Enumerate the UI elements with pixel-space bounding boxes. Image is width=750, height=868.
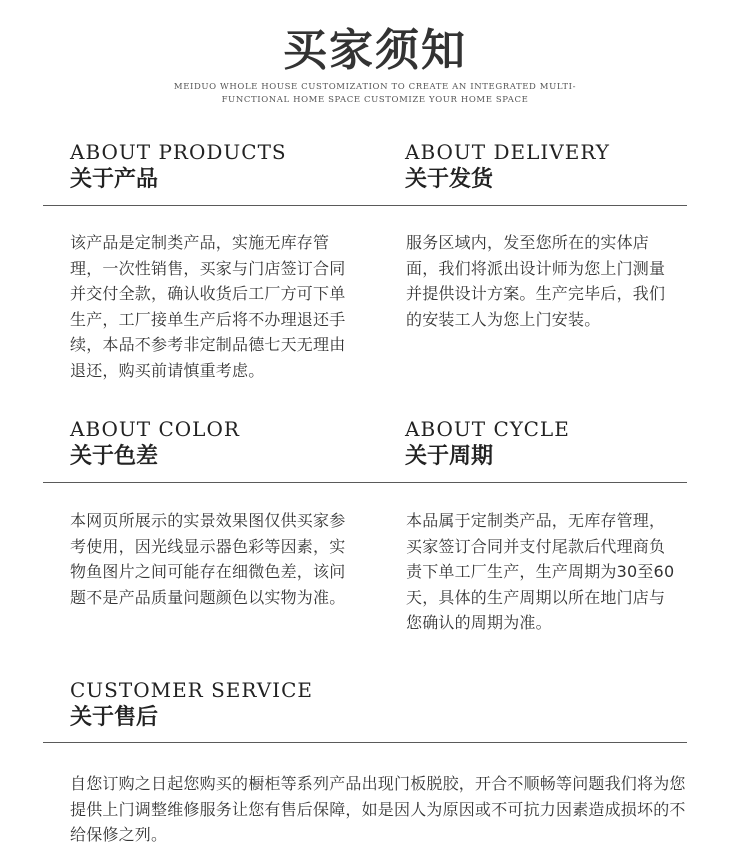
service-heading xyxy=(70,677,313,733)
page-title: 买家须知 xyxy=(283,25,467,76)
color-body: 本网页所展示的实景效果图仅供买家参考使用，因光线显示器色彩等因素，实物鱼图片之间可能存在细微色差，该问题不是产品质量问题颜色以实物为准。 xyxy=(70,511,346,607)
products-body: 该产品是定制类产品，实施无库存管理，一次性销售，买家与门店签订合同并交付全款，确认收货后工厂方可下单生产，工厂接单生产后将不办理退还手续，本品不参考非定制品德七天无理由退还，购买前请慎重考虑。 xyxy=(70,233,346,380)
divider-products-delivery xyxy=(43,205,687,206)
cycle-heading xyxy=(405,416,570,472)
service-heading-cn: 关于售后 xyxy=(70,705,159,730)
color-heading-cn: 关于色差 xyxy=(70,444,159,469)
cycle-heading-en: ABOUT CYCLE xyxy=(405,417,570,441)
delivery-heading-cn: 关于发货 xyxy=(405,167,494,192)
delivery-heading-en: ABOUT DELIVERY xyxy=(405,140,610,164)
service-heading-en: CUSTOMER SERVICE xyxy=(70,678,313,702)
service-body: 自您订购之日起您购买的橱柜等系列产品出现门板脱胶，开合不顺畅等问题我们将为您提供上门调整维修服务让您有售后保障，如是因人为原因或不可抗力因素造成损坏的不给保修之列。 xyxy=(70,774,686,844)
color-heading-en: ABOUT COLOR xyxy=(70,417,240,441)
cycle-heading-cn: 关于周期 xyxy=(405,444,494,469)
delivery-body: 服务区域内，发至您所在的实体店面，我们将派出设计师为您上门测量并提供设计方案。生产完毕后，我们的安装工人为您上门安装。 xyxy=(406,233,666,329)
color-heading xyxy=(70,416,240,472)
cycle-body: 本品属于定制类产品，无库存管理，买家签订合同并支付尾款后代理商负责下单工厂生产，生产周期为30至60天，具体的生产周期以所在地门店与您确认的周期为准。 xyxy=(406,511,675,632)
divider-service xyxy=(43,742,687,743)
products-heading xyxy=(70,139,287,195)
divider-color-cycle xyxy=(43,482,687,483)
page-subtitle: MEIDUO WHOLE HOUSE CUSTOMIZATION TO CREATE AN INTEGRATED MULTI-FUNCTIONAL HOME SPACE CUSTOMIZE YOUR HOME SPACE xyxy=(173,82,577,105)
products-heading-cn: 关于产品 xyxy=(70,167,159,192)
products-heading-en: ABOUT PRODUCTS xyxy=(70,140,287,164)
delivery-heading xyxy=(405,139,610,195)
